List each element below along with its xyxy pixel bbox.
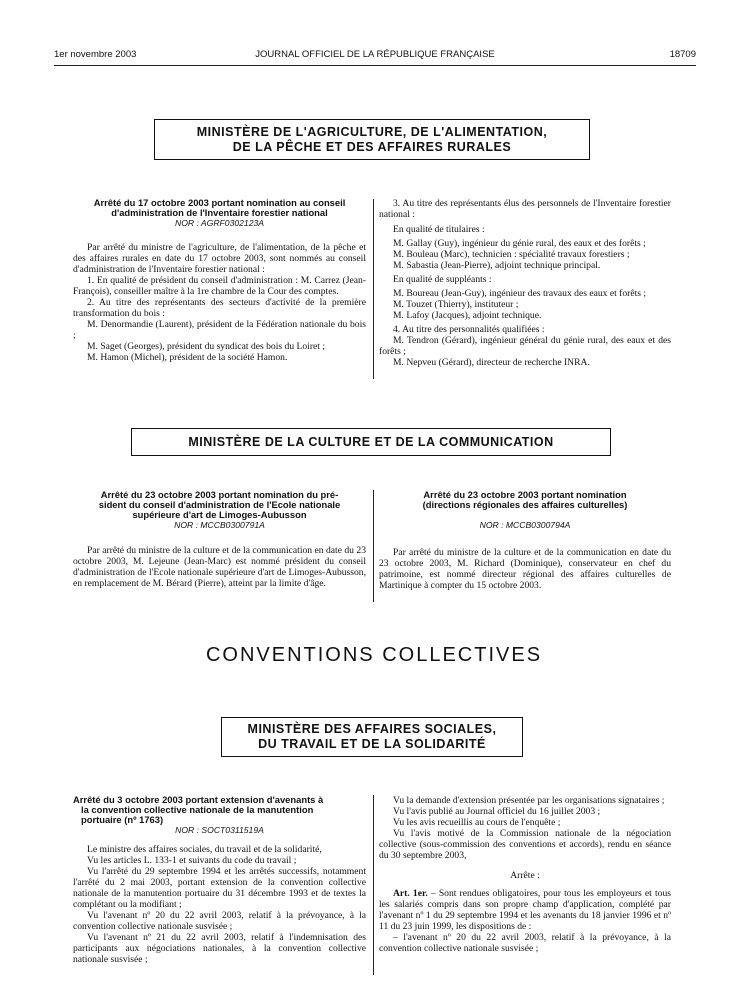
paragraph: Vu la demande d'extension présentée par les organisations signataires ; [393,795,665,806]
section1-right-column [379,198,671,368]
decree-nor: NOR : SOCT0311519A [175,825,264,835]
paragraph: M. Hamon (Michel), président de la société Hamon. [87,352,288,363]
paragraph: Vu l'avis motivé de la Commission nationale de la négociation collective (sous-commission des conventions et accords), rendu en séance du 30 septembre 2003, [379,828,671,861]
paragraph: Vu les avis recueillis au cours de l'enquête ; [393,817,561,828]
decree-nor: NOR : MCCB0300791A [174,520,265,530]
section2-left-column [73,490,366,589]
decree-title-line3: supérieure d'art de Limoges-Aubusson [132,509,307,520]
page-header [54,49,696,63]
ministry-social-line2: DU TRAVAIL ET DE LA SOLIDARITÉ [258,737,486,751]
paragraph: Par arrêté du ministre de l'agriculture, de l'alimentation, de la pêche et des affaires rurales en date du 17 octobre 2003, sont nommés au conseil d'administration de l'Inventaire forestier national : [73,242,366,275]
article-1-text: – Sont rendues obligatoires, pour tous les employeurs et tous les salariés compris dans son propre champ d'application, complété par l'avenant nº 1 du 29 septembre 1994 et les avenants du 18 janvier 1996 et nº 11 du 23 juin 1999, les dispositions de : [379,888,671,932]
decree-nor: NOR : MCCB0300794A [479,520,571,530]
section3-right-column [379,795,671,954]
paragraph: Vu l'arrêté du 29 septembre 1994 et les arrêtés successifs, notamment l'arrêté du 2 mai 2003, portant extension de la convention collective nationale de la manutention portuaire du 31 décembre 1993 et de textes la complétant ou la modifiant ; [73,866,366,910]
article-1 [379,888,671,932]
article-1-label: Art. 1er. [393,888,428,899]
ministry-social-line1: MINISTÈRE DES AFFAIRES SOCIALES, [247,722,497,736]
paragraph: Vu l'avis publié au Journal officiel du 16 juillet 2003 ; [393,806,601,817]
article-1-item: – l'avenant nº 20 du 22 avril 2003, relatif à la prévoyance, à la convention collective nationale susvisée ; [379,932,671,954]
paragraph: Vu l'avenant nº 20 du 22 avril 2003, relatif à la prévoyance, à la convention collective nationale susvisée ; [73,910,366,932]
paragraph: M. Lafoy (Jacques), adjoint technique. [393,310,542,321]
header-page-number: 18709 [669,49,696,60]
paragraph: Par arrêté du ministre de la culture et de la communication en date du 23 octobre 2003, M. Richard (Dominique), conservateur en chef du patrimoine, est nommé directeur régional des affaires culturelles de Martinique à compter du 15 octobre 2003. [379,547,671,591]
paragraph: Vu les articles L. 133-1 et suivants du code du travail ; [87,855,297,866]
decree-title-line2: sident du conseil d'administration de l'Ecole nationale [98,499,341,510]
section3-left-column [73,795,366,965]
decree-title-line1: Arrêté du 17 octobre 2003 portant nomination au conseil [93,197,346,208]
paragraph: En qualité de suppléants : [393,274,492,285]
paragraph: En qualité de titulaires : [393,224,485,235]
ministry-box-social [221,717,523,757]
decree-title-line1: Arrêté du 3 octobre 2003 portant extension d'avenants à [73,794,324,805]
arrete-label: Arrête : [510,870,540,881]
conventions-heading: CONVENTIONS COLLECTIVES [205,644,543,666]
paragraph: M. Boureau (Jean-Guy), ingénieur des travaux des eaux et forêts ; [393,288,647,299]
decree-title-line3: portuaire (nº 1763) [81,814,164,825]
paragraph: Par arrêté du ministre de la culture et de la communication en date du 23 octobre 2003, M. Lejeune (Jean-Marc) est nommé président du conseil d'administration de l'Ecole nationale supérieure d'art de Limoges-Aubusson, en remplacement de M. Bérard (Pierre), atteint par la limite d'âge. [73,545,366,589]
decree-title-line2: la convention collective nationale de la manutention [81,804,314,815]
section1-left-column [73,198,366,363]
paragraph: M. Sabastia (Jean-Pierre), adjoint technique principal. [393,260,601,271]
section2-right-column [379,490,671,591]
paragraph: M. Tendron (Gérard), ingénieur général du génie rural, des eaux et des forêts ; [379,335,671,357]
paragraph: M. Bouleau (Marc), technicien : spécialité travaux forestiers ; [393,249,630,260]
ministry-agriculture-line1: MINISTÈRE DE L'AGRICULTURE, DE L'ALIMENTATION, [196,125,548,139]
paragraph: M. Gallay (Guy), ingénieur du génie rural, des eaux et des forêts ; [393,238,646,249]
ministry-agriculture-line2: DE LA PÊCHE ET DES AFFAIRES RURALES [232,140,512,154]
paragraph: M. Nepveu (Gérard), directeur de recherche INRA. [393,357,590,368]
ministry-box-culture [131,428,611,456]
decree-title-line1: Arrêté du 23 octobre 2003 portant nomination du pré- [100,489,339,500]
decree-title-line2: d'administration de l'Inventaire forestier national [111,207,328,218]
ministry-culture-title: MINISTÈRE DE LA CULTURE ET DE LA COMMUNICATION [188,435,554,449]
column-divider [373,490,374,602]
ministry-box-agriculture [154,119,590,160]
paragraph: Vu l'avenant nº 21 du 22 avril 2003, relatif à l'indemnisation des participants aux négociations nationales, à la convention collective nationale susvisée ; [73,932,366,965]
header-date: 1er novembre 2003 [54,49,137,60]
paragraph: 4. Au titre des personnalités qualifiées : [393,324,545,335]
paragraph: M. Denormandie (Laurent), président de la Fédération nationale du bois ; [73,319,366,341]
paragraph: M. Touzet (Thierry), instituteur ; [393,299,519,310]
paragraph: 3. Au titre des représentants élus des personnels de l'Inventaire forestier national : [379,198,671,220]
decree-nor: NOR : AGRF0302123A [174,218,264,228]
column-divider [373,199,374,379]
paragraph: Le ministre des affaires sociales, du travail et de la solidarité, [87,844,322,855]
header-rule [54,65,696,66]
paragraph: 1. En qualité de président du conseil d'administration : M. Carrez (Jean-François), conseiller maître à la 1re chambre de la Cour des comptes. [73,275,366,297]
column-divider [373,795,374,975]
paragraph: 2. Au titre des représentants des secteurs d'activité de la première transformation du bois : [73,297,366,319]
decree-title-line1: Arrêté du 23 octobre 2003 portant nomination [423,489,627,500]
paragraph: M. Saget (Georges), président du syndicat des bois du Loiret ; [87,341,326,352]
header-journal-title: JOURNAL OFFICIEL DE LA RÉPUBLIQUE FRANÇAISE [255,49,495,60]
decree-title-line2: (directions régionales des affaires culturelles) [422,499,628,510]
